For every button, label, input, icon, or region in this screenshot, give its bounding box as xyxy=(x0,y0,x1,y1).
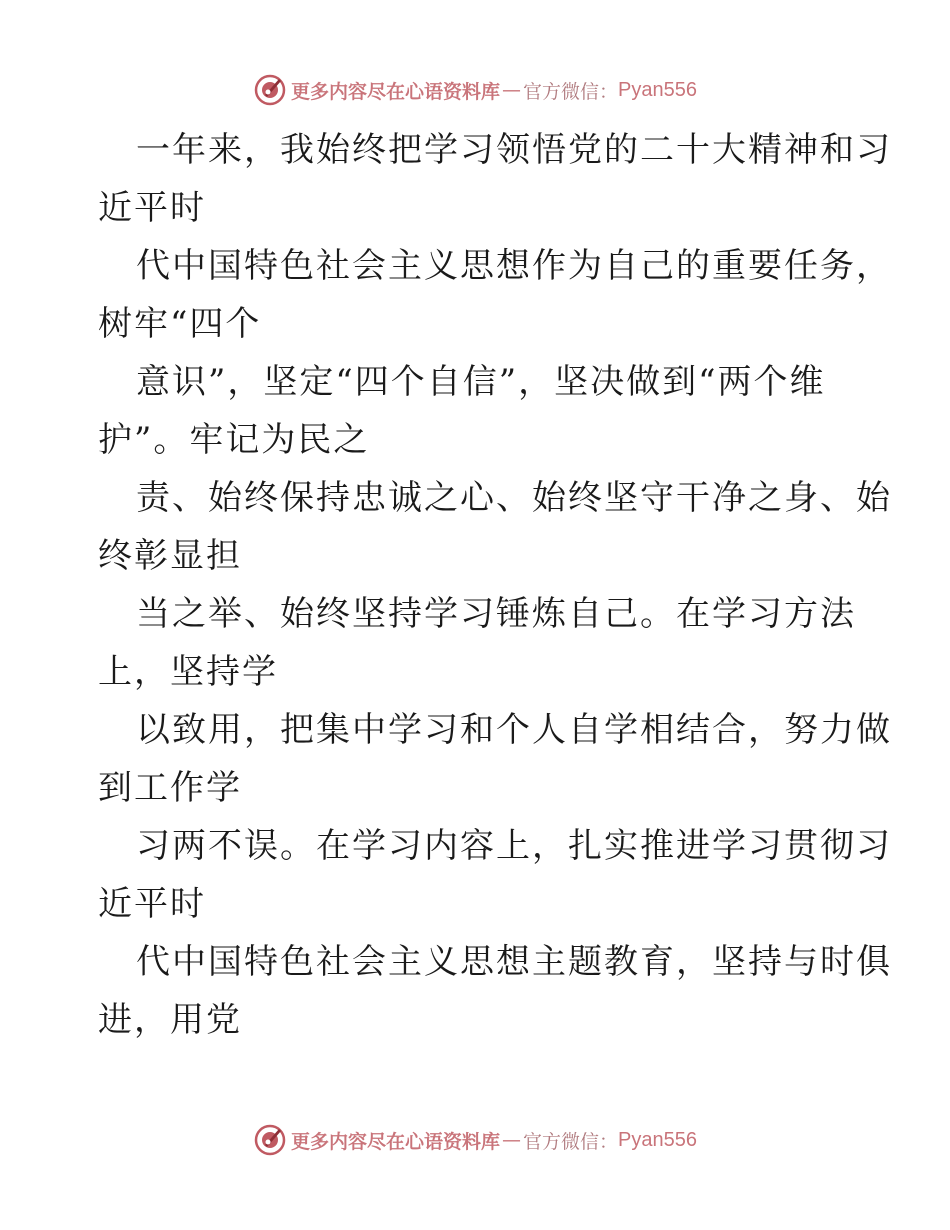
text-line: 到工作学 xyxy=(98,768,242,808)
wechat-label: 官方微信： xyxy=(523,80,619,103)
separator: — xyxy=(502,79,522,101)
text-line: 树牢“四个 xyxy=(98,304,262,344)
text-line: 进，用党 xyxy=(98,1000,242,1040)
text-line: 责、始终保持忠诚之心、始终坚守干净之身、始 xyxy=(136,478,892,518)
brand-text: 更多内容尽在心语资料库 xyxy=(291,80,501,103)
header-banner xyxy=(0,70,950,110)
document-body xyxy=(98,121,892,1049)
text-line: 习两不误。在学习内容上，扎实推进学习贯彻习 xyxy=(136,826,892,866)
text-line: 以致用，把集中学习和个人自学相结合，努力做 xyxy=(136,710,892,750)
text-line: 近平时 xyxy=(98,188,206,228)
wechat-id: Pyan556 xyxy=(618,78,697,101)
text-line: 护”。牢记为民之 xyxy=(98,420,370,460)
text-line: 意识”，坚定“四个自信”，坚决做到“两个维 xyxy=(136,362,826,402)
text-line: 当之举、始终坚持学习锤炼自己。在学习方法 xyxy=(136,594,856,634)
logo-icon xyxy=(253,1123,287,1157)
text-line: 上，坚持学 xyxy=(98,652,278,692)
wechat-id: Pyan556 xyxy=(618,1128,697,1151)
text-line: 一年来，我始终把学习领悟党的二十大精神和习 xyxy=(136,130,892,170)
brand-text: 更多内容尽在心语资料库 xyxy=(291,1130,501,1153)
text-line: 代中国特色社会主义思想主题教育，坚持与时俱 xyxy=(136,942,892,982)
text-line: 代中国特色社会主义思想作为自己的重要任务， xyxy=(136,246,892,286)
text-line: 终彰显担 xyxy=(98,536,242,576)
text-line: 近平时 xyxy=(98,884,206,924)
wechat-label: 官方微信： xyxy=(523,1130,619,1153)
logo-icon xyxy=(253,73,287,107)
footer-banner xyxy=(0,1120,950,1160)
separator: — xyxy=(502,1129,522,1151)
